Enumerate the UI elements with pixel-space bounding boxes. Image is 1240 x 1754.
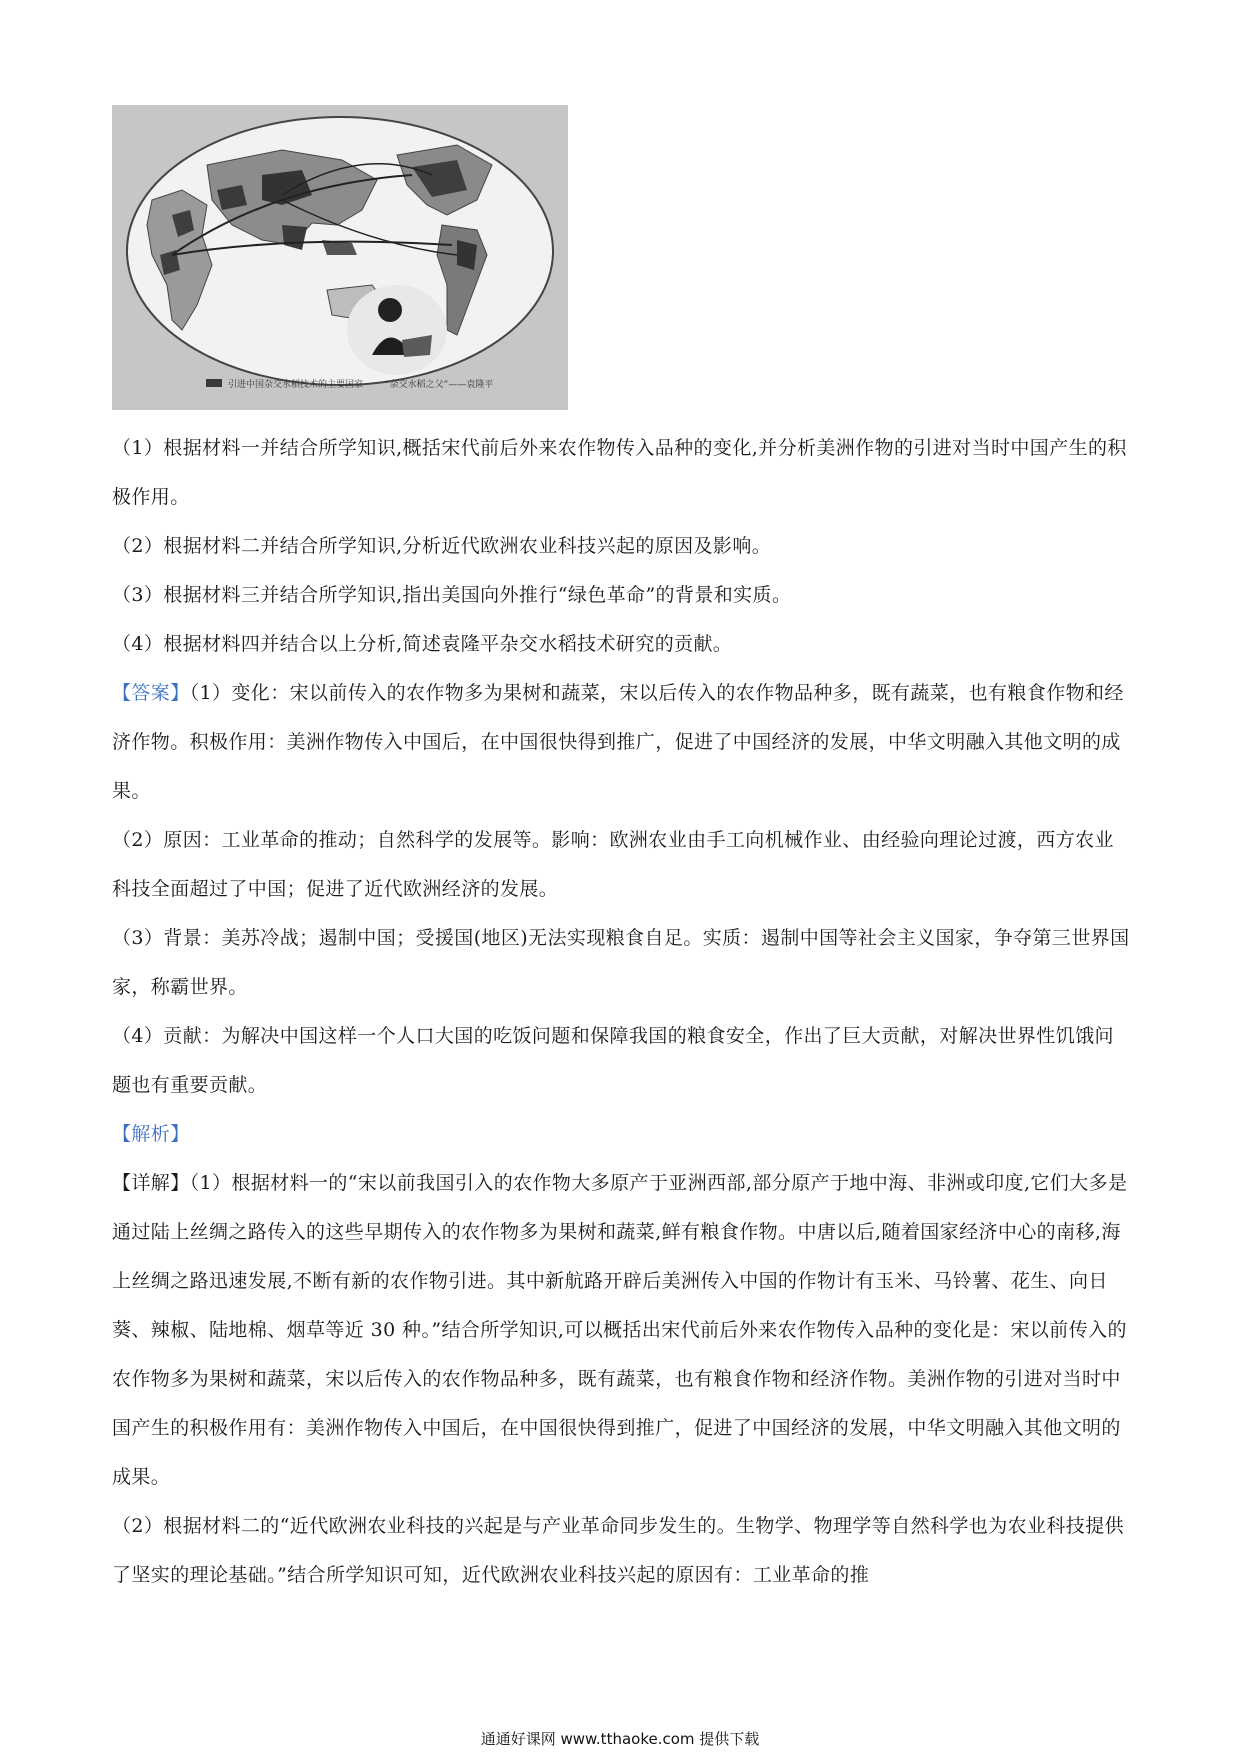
question-1: （1）根据材料一并结合所学知识,概括宋代前后外来农作物传入品种的变化,并分析美洲作物的引进对当时中国产生的积极作用。 [112, 437, 1127, 508]
map-legend [206, 376, 493, 390]
analysis-tag: 【解析】 [112, 1123, 190, 1145]
answer-item-4: （4）贡献：为解决中国这样一个人口大国的吃饭问题和保障我国的粮食安全，作出了巨大贡献，对解决世界性饥饿问题也有重要贡献。 [112, 1025, 1114, 1096]
analysis-item-2: （2）根据材料二的“近代欧洲农业科技的兴起是与产业革命同步发生的。生物学、物理学等自然科学也为农业科技提供了坚实的理论基础。”结合所学知识可知，近代欧洲农业科技兴起的原因有：工业革命的推 [112, 1515, 1125, 1586]
answer-tag: 【答案】 [112, 682, 190, 704]
legend-label: 引进中国杂交水稻技术的主要国家 [228, 379, 364, 390]
question-2: （2）根据材料二并结合所学知识,分析近代欧洲农业科技兴起的原因及影响。 [112, 535, 772, 557]
answer-block [112, 669, 1132, 1110]
page-footer: 通通好课网 www.tthaoke.com 提供下载 [480, 1730, 760, 1748]
answer-item-2: （2）原因：工业革命的推动；自然科学的发展等。影响：欧洲农业由手工向机械作业、由经验向理论过渡，西方农业科技全面超过了中国；促进了近代欧洲经济的发展。 [112, 829, 1114, 900]
question-4: （4）根据材料四并结合以上分析,简述袁隆平杂交水稻技术研究的贡献。 [112, 633, 733, 655]
analysis-item-1 [112, 1159, 1132, 1502]
answer-item-3: （3）背景：美苏冷战；遏制中国；受援国(地区)无法实现粮食自足。实质：遏制中国等社会主义国家，争夺第三世界国家，称霸世界。 [112, 927, 1130, 998]
world-map-image [112, 105, 568, 410]
page-content [112, 105, 1132, 1600]
detail-tag: 【详解】 [112, 1172, 190, 1194]
answer-text-1: （1）变化：宋以前传入的农作物多为果树和蔬菜，宋以后传入的农作物品种多，既有蔬菜，也有粮食作物和经济作物。积极作用：美洲作物传入中国后，在中国很快得到推广，促进了中国经济的发展，中华文明融入其他文明的成果。 [112, 682, 1124, 802]
answer-item-1 [112, 669, 1132, 816]
question-3: （3）根据材料三并结合所学知识,指出美国向外推行“绿色革命”的背景和实质。 [112, 584, 792, 606]
rice-map-figure [112, 105, 568, 410]
portrait-caption: “杂交水稻之父”——袁隆平 [385, 379, 494, 390]
analysis-block [112, 1110, 1132, 1600]
analysis-text-1: （1）根据材料一的“宋以前我国引入的农作物大多原产于亚洲西部,部分原产于地中海、非洲或印度,它们大多是通过陆上丝绸之路传入的这些早期传入的农作物多为果树和蔬菜,鲜有粮食作物。中唐以后,随着国家经济中心的南移,海上丝绸之路迅速发展,不断有新的农作物引进。其中新航路开辟后美洲传入中国的作物计有玉米、马铃薯、花生、向日葵、辣椒、陆地棉、烟草等近 30 种。”结合所学知识,可以概括出宋代前后外来农作物传入品种的变化是：宋以前传入的农作物多为果树和蔬菜，宋以后传入的农作物品种多，既有蔬菜，也有粮食作物和经济作物。美洲作物的引进对当时中国产生的积极作用有：美洲作物传入中国后，在中国很快得到推广，促进了中国经济的发展，中华文明融入其他文明的成果。 [112, 1172, 1128, 1488]
questions-block [112, 424, 1132, 669]
legend-swatch [206, 379, 222, 387]
